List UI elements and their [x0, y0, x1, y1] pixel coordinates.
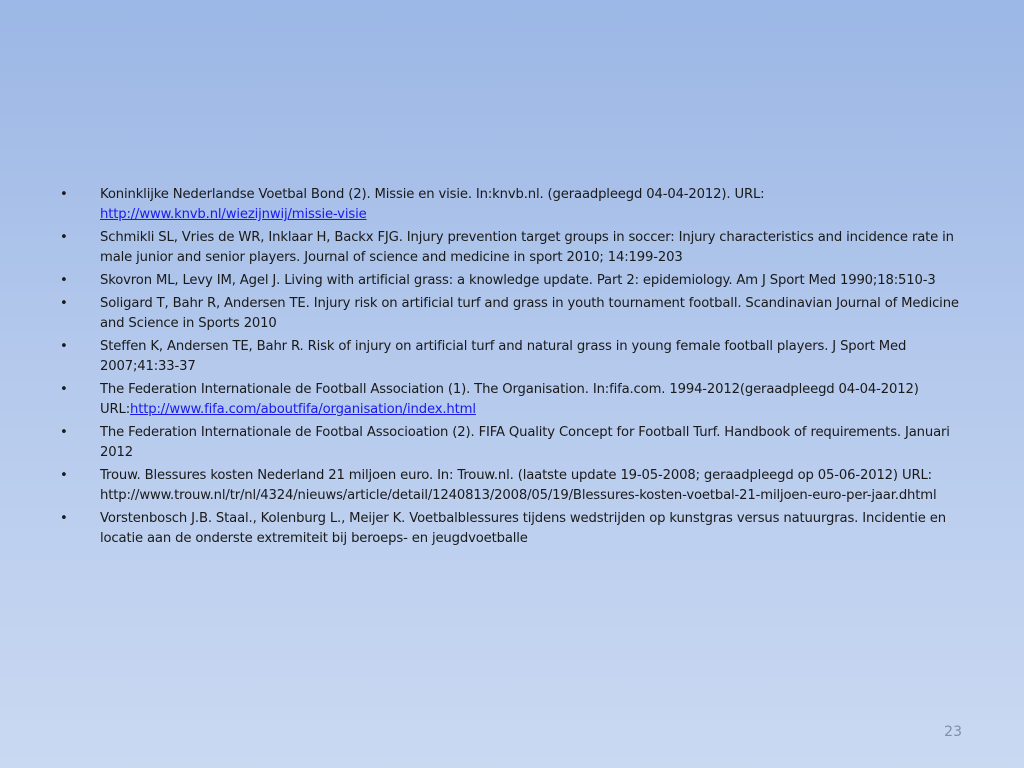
reference-text: The Federation Internationale de Footbal Associoation (2). FIFA Quality Concept for Football Turf. Handbook of requirements. Januari 2012	[100, 425, 950, 460]
reference-item	[60, 380, 960, 420]
reference-item	[60, 466, 960, 506]
reference-item	[60, 337, 960, 377]
bullet: •	[60, 425, 68, 440]
reference-text: Vorstenbosch J.B. Staal., Kolenburg L., Meijer K. Voetbalblessures tijdens wedstrijden op kunstgras versus natuurgras. Incidentie en locatie aan de onderste extremiteit bij beroeps- en jeugdvoetballe	[100, 511, 946, 546]
reference-text: Soligard T, Bahr R, Andersen TE. Injury risk on artificial turf and grass in youth tournament football. Scandinavian Journal of Medicine and Science in Sports 2010	[100, 296, 959, 331]
reference-item	[60, 271, 960, 291]
reference-item	[60, 294, 960, 334]
reference-text: Steffen K, Andersen TE, Bahr R. Risk of injury on artificial turf and natural grass in young female football players. J Sport Med 2007;41:33-37	[100, 339, 907, 374]
reference-text: Koninklijke Nederlandse Voetbal Bond (2). Missie en visie. In:knvb.nl. (geraadpleegd 04-04-2012). URL:	[100, 187, 765, 202]
bullet: •	[60, 296, 68, 311]
bullet: •	[60, 187, 68, 202]
page-number: 23	[944, 724, 962, 740]
reference-list	[60, 185, 960, 552]
reference-link[interactable]: http://www.knvb.nl/wiezijnwij/missie-visie	[100, 207, 367, 222]
reference-item	[60, 423, 960, 463]
bullet: •	[60, 468, 68, 483]
reference-item	[60, 509, 960, 549]
reference-text: Skovron ML, Levy IM, Agel J. Living with artificial grass: a knowledge update. Part 2: epidemiology. Am J Sport Med 1990;18:510-3	[100, 273, 936, 288]
bullet: •	[60, 339, 68, 354]
reference-item	[60, 228, 960, 268]
reference-item	[60, 185, 960, 225]
reference-text: Trouw. Blessures kosten Nederland 21 miljoen euro. In: Trouw.nl. (laatste update 19-05-2008; geraadpleegd op 05-06-2012) URL: http://www.trouw.nl/tr/nl/4324/nieuws/article/detail/1240813/2008/05/19/Blessures-kosten-voetbal-21-miljoen-euro-per-jaar.dhtml	[100, 468, 937, 503]
bullet: •	[60, 511, 68, 526]
bullet: •	[60, 382, 68, 397]
bullet: •	[60, 273, 68, 288]
reference-text: The Federation Internationale de Football Association (1). The Organisation. In:fifa.com. 1994-2012(geraadpleegd 04-04-2012) URL:	[100, 382, 919, 417]
reference-link[interactable]: http://www.fifa.com/aboutfifa/organisation/index.html	[130, 402, 476, 417]
bullet: •	[60, 230, 68, 245]
reference-text: Schmikli SL, Vries de WR, Inklaar H, Backx FJG. Injury prevention target groups in soccer: Injury characteristics and incidence rate in male junior and senior players. Journal of science and medicine in sport 2010; 14:199-203	[100, 230, 954, 265]
